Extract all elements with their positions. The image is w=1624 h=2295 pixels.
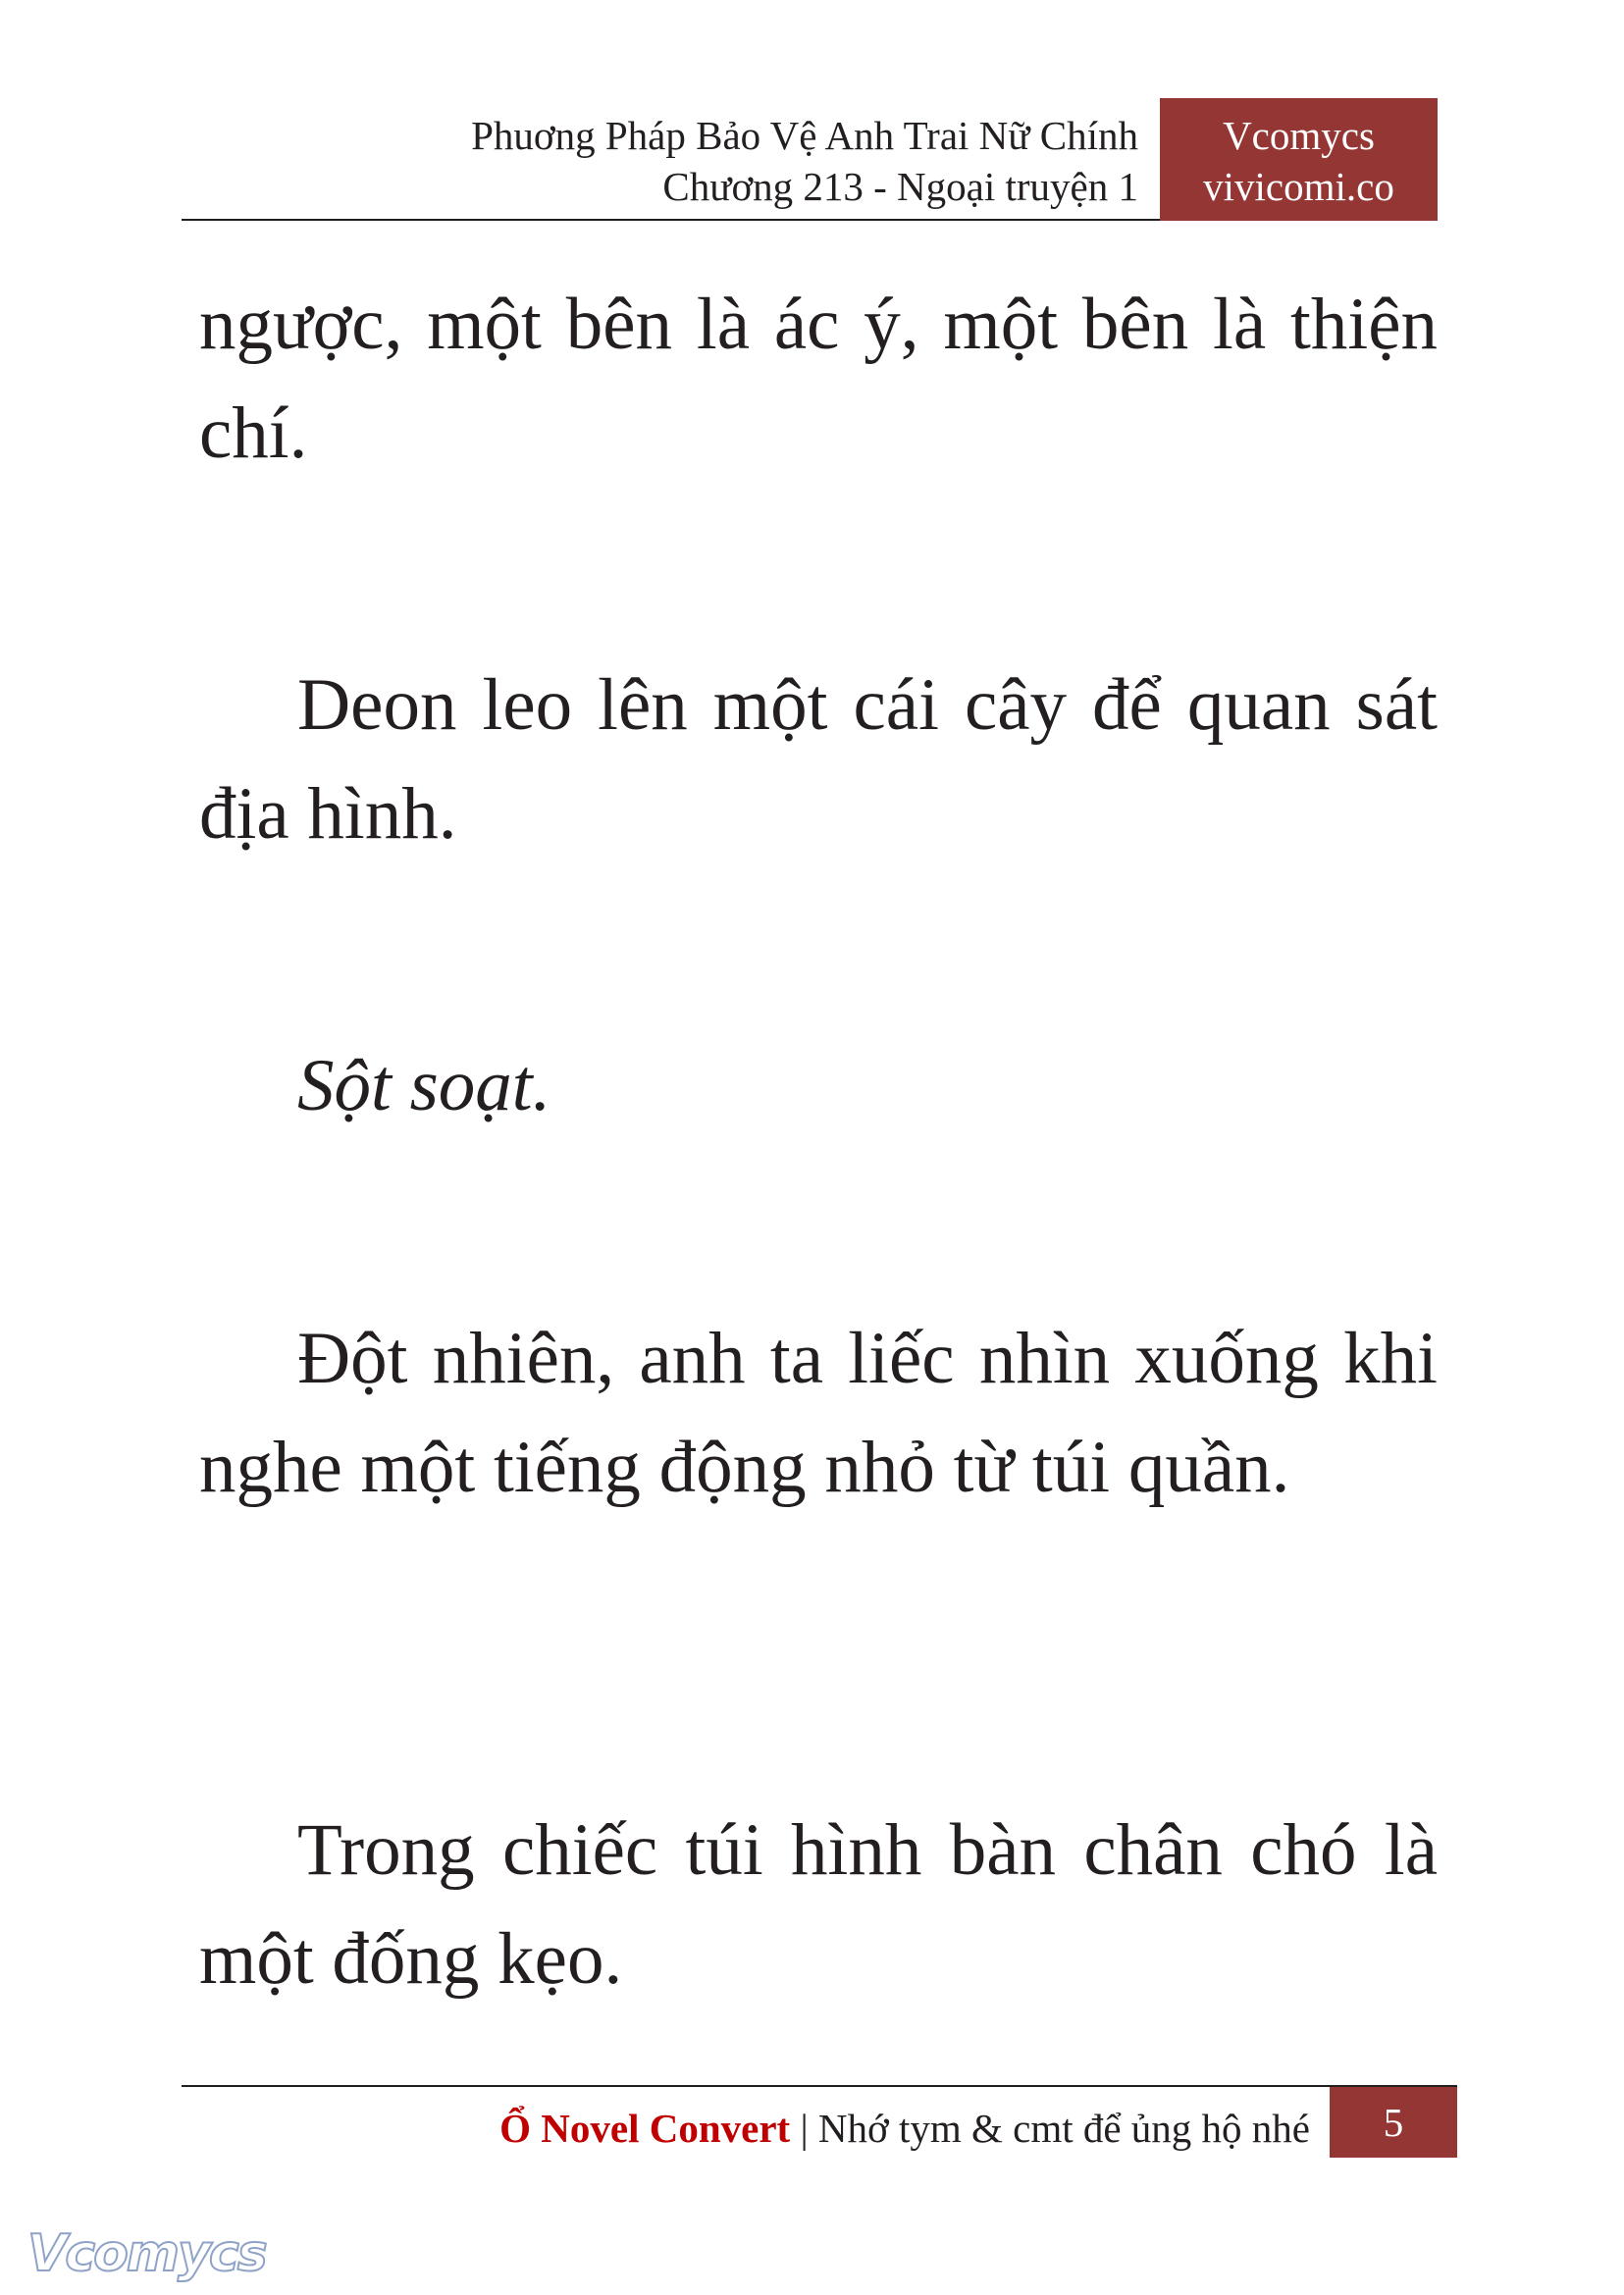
paragraph-5: Trong chiếc túi hình bàn chân chó là một đống kẹo. xyxy=(199,1809,1438,2000)
paragraph-3: Sột soạt. xyxy=(297,1045,551,1126)
footer-separator: | xyxy=(800,2106,809,2151)
footer-text xyxy=(499,2099,1310,2158)
paragraph-1: ngược, một bên là ác ý, một bên là thiện chí. xyxy=(199,284,1438,474)
paragraph-2: Deon leo lên một cái cây để quan sát địa hình. xyxy=(199,664,1438,855)
chapter-title: Chương 213 - Ngoại truyện 1 xyxy=(662,164,1138,209)
header-title-block xyxy=(471,110,1138,212)
site-url: vivicomi.co xyxy=(1203,164,1394,209)
site-name: Vcomycs xyxy=(1223,113,1375,158)
page-number: 5 xyxy=(1330,2087,1457,2158)
header-divider xyxy=(182,219,1160,221)
page-footer xyxy=(182,2085,1457,2168)
paragraph-4: Đột nhiên, anh ta liếc nhìn xuống khi nghe một tiếng động nhỏ từ túi quần. xyxy=(199,1318,1438,1508)
watermark-logo: Vcomycs xyxy=(27,2224,266,2283)
page-header xyxy=(182,98,1438,221)
footer-brand: Ổ Novel Convert xyxy=(499,2106,791,2151)
footer-message: Nhớ tym & cmt để ủng hộ nhé xyxy=(817,2106,1310,2151)
book-title: Phuơng Pháp Bảo Vệ Anh Trai Nữ Chính xyxy=(471,113,1138,158)
footer-divider xyxy=(182,2085,1457,2087)
site-badge xyxy=(1160,98,1438,221)
